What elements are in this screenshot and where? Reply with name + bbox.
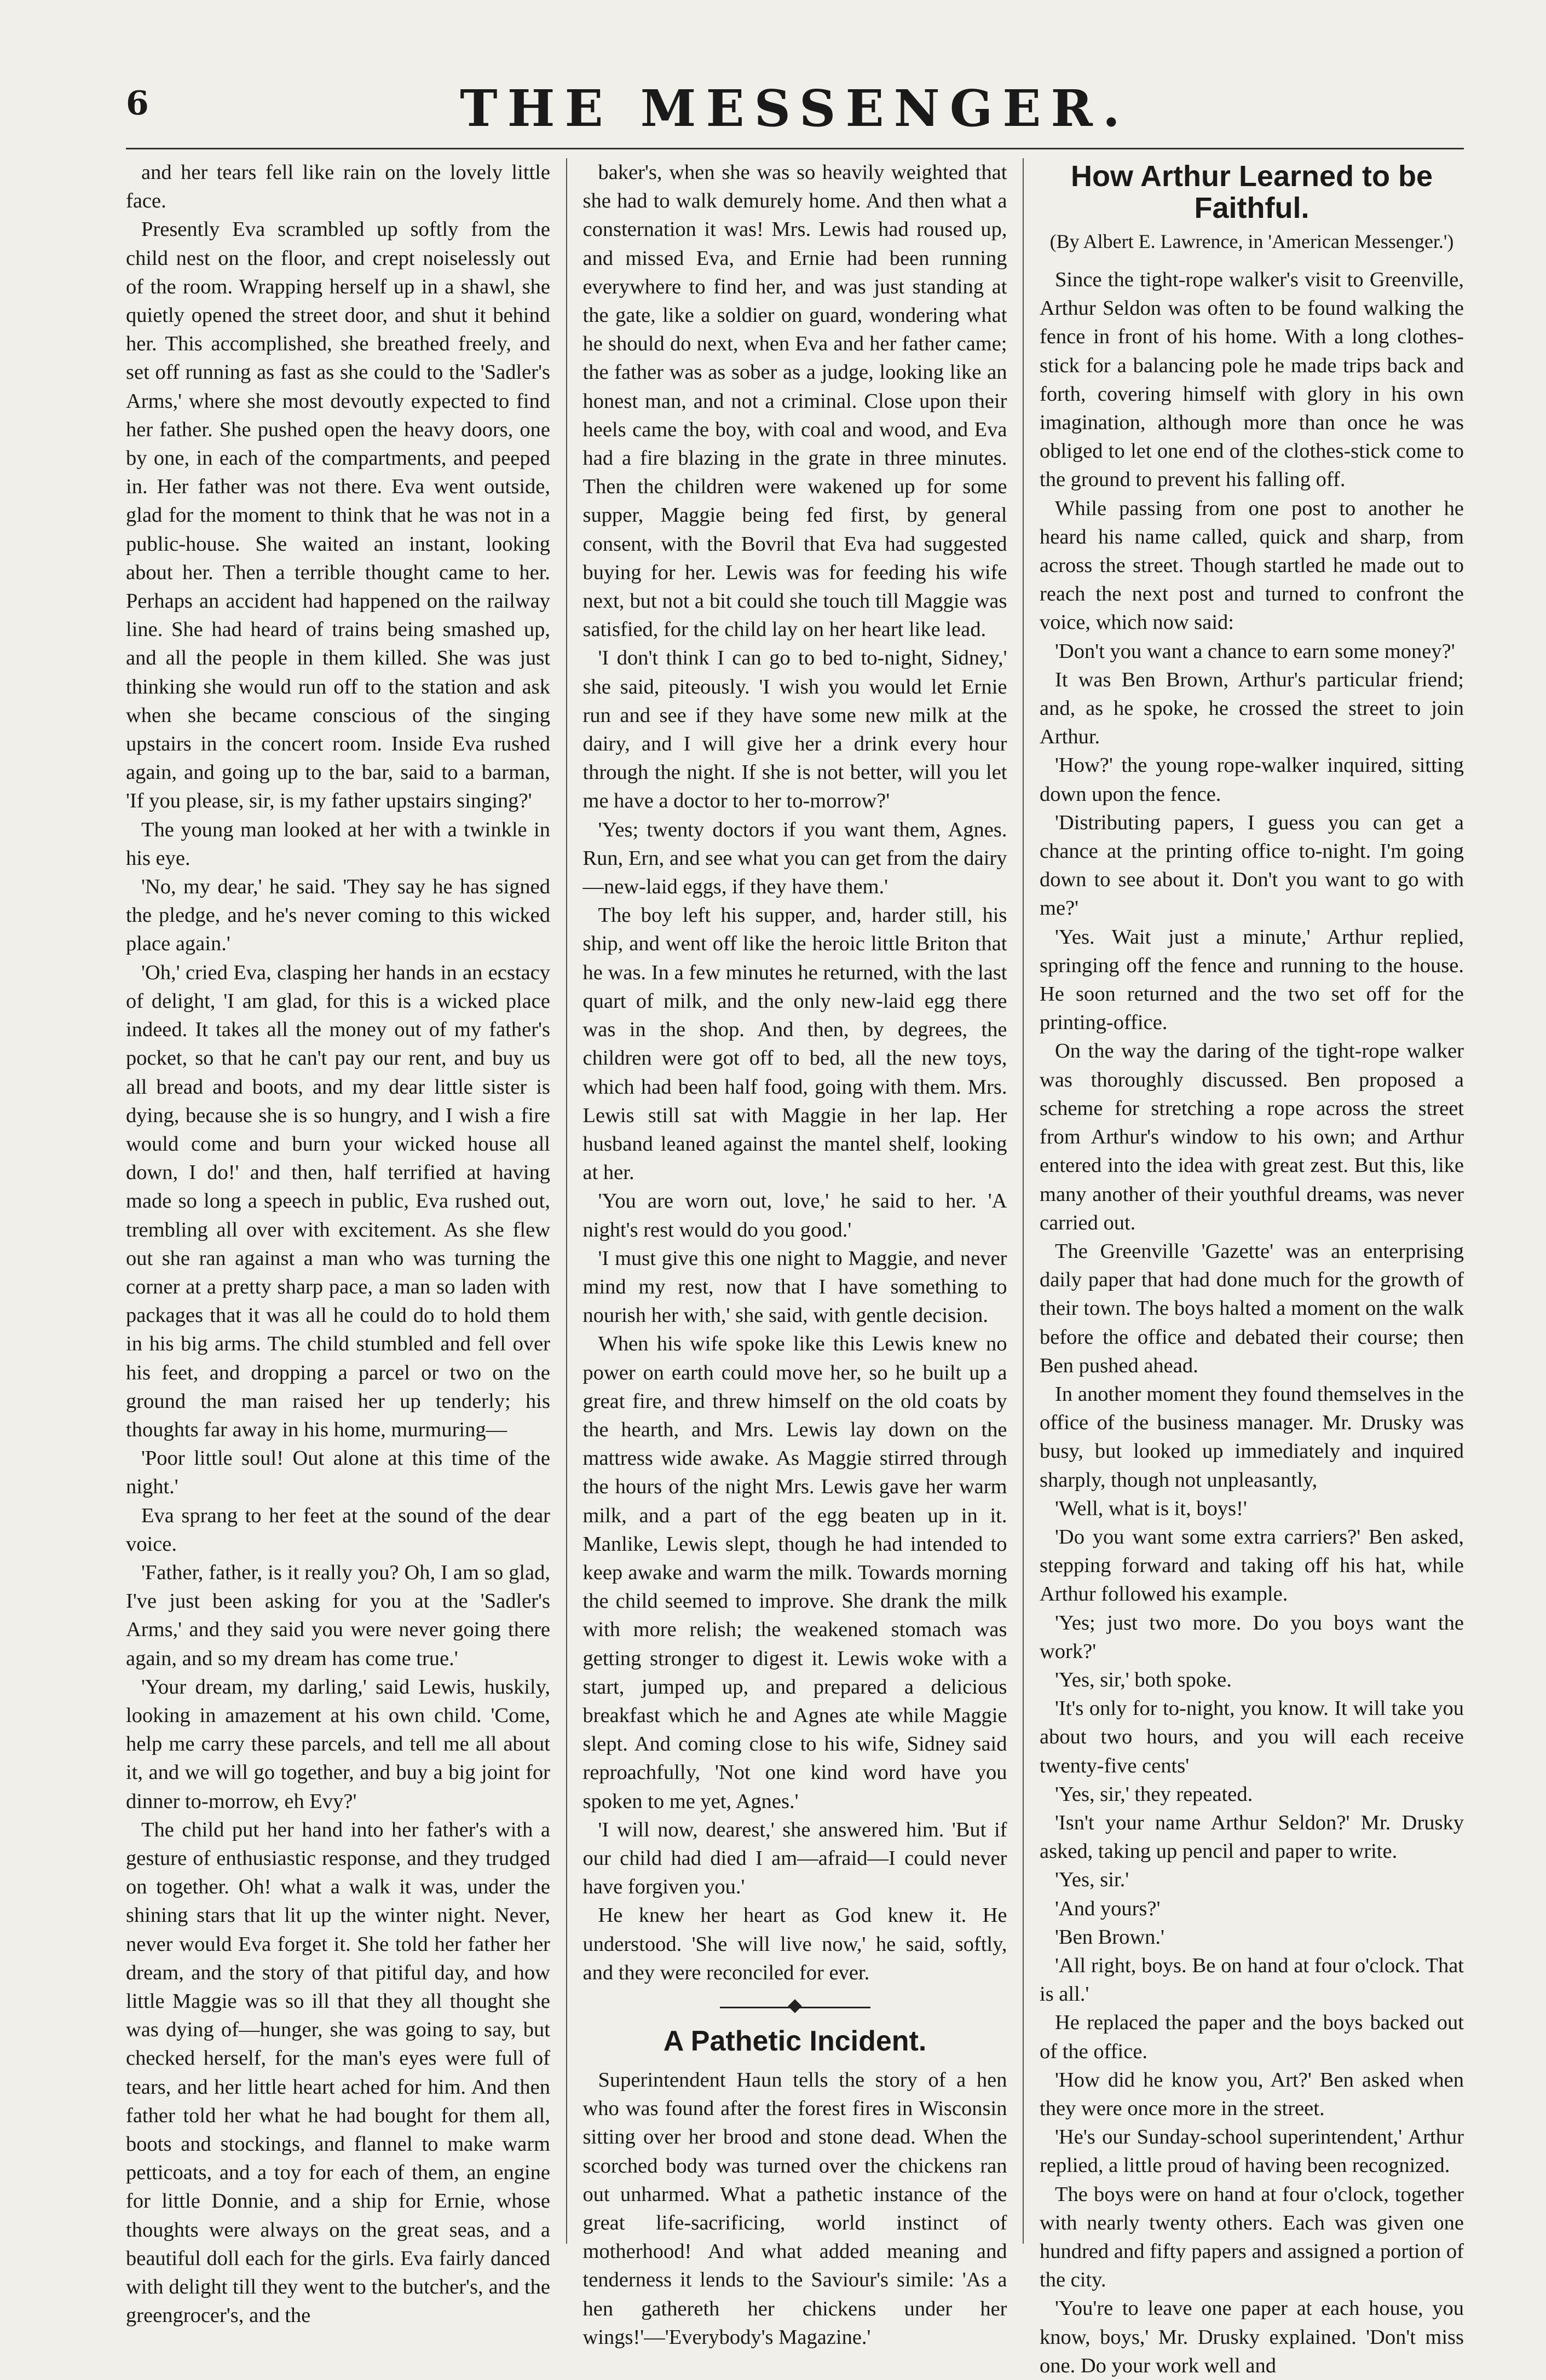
article-body-pathetic-incident <box>583 2066 1007 2352</box>
paragraph: He replaced the paper and the boys backed out of the office. <box>1040 2011 1464 2063</box>
paragraph: The child put her hand into her father's with a gesture of enthusiastic response, and they trudged on together. Oh! what a walk it was, under the shining stars that lit up the winter night. Never, never would Eva forget it. She told her father her dream, and the story of that pitiful day, and how little Maggie was so ill that they all thought she was dying of—hunger, she was going to say, but checked herself, for the man's eyes were full of tears, and her little heart ached for him. And then father told her what he had bought for them all, boots and stockings, and flannel to make warm petticoats, and a toy for each of them, an engine for little Donnie, and a ship for Ernie, whose thoughts were always on the great seas, and a beautiful doll each for the girls. Eva fairly danced with delight till they went to the butcher's, and the greengrocer's, and the <box>126 1818 550 2327</box>
paragraph: 'All right, boys. Be on hand at four o'clock. That is all.' <box>1040 1954 1464 2006</box>
paragraph: 'Yes; just two more. Do you boys want the work?' <box>1040 1611 1464 1663</box>
paragraph: 'Distributing papers, I guess you can get a chance at the printing office to-night. I'm going down to see about it. Don't you want to go with me?' <box>1040 811 1464 920</box>
paragraph: 'Yes; twenty doctors if you want them, Agnes. Run, Ern, and see what you can get from the dairy—new-laid eggs, if they have them.' <box>582 818 1007 899</box>
paragraph: 'Yes, sir,' they repeated. <box>1055 1782 1253 1806</box>
paragraph: While passing from one post to another he heard his name called, quick and sharp, from across the street. Though startled he made out to reach the next post and turned to confront the voice, which now said: <box>1040 496 1464 634</box>
column-3 <box>1040 158 1464 2377</box>
paragraph: The boy left his supper, and, harder still, his ship, and went off like the heroic little Briton that he was. In a few minutes he returned, with the last quart of milk, and the only new-laid egg there was in the shop. And then, by degrees, the children were got off to bed, all the new toys, which had been half food, going with them. Mrs. Lewis still sat with Maggie in her lap. Her husband leaned against the mantel shelf, looking at her. <box>582 904 1007 1185</box>
text-columns <box>126 158 1464 2377</box>
column-2 <box>582 158 1007 2349</box>
paragraph: The Greenville 'Gazette' was an enterprising daily paper that had done much for the growth of their town. The boys halted a moment on the walk before the office and debated their course; then Ben pushed ahead. <box>1040 1239 1464 1377</box>
article-byline: (By Albert E. Lawrence, in 'American Messenger.') <box>1049 230 1454 252</box>
paragraph: 'You're to leave one paper at each house, you know, boys,' Mr. Drusky explained. 'Don't miss one. Do your work well and <box>1040 2297 1464 2377</box>
column-rule <box>566 158 567 2244</box>
paragraph: 'Do you want some extra carriers?' Ben asked, stepping forward and taking off his hat, while Arthur followed his example. <box>1040 1525 1464 1606</box>
paragraph: He knew her heart as God knew it. He understood. 'She will live now,' he said, softly, and they were reconciled for ever. <box>582 1904 1007 1984</box>
paragraph: On the way the daring of the tight-rope walker was thoroughly discussed. Ben proposed a scheme for stretching a rope across the street from Arthur's window to his own; and Arthur entered into the idea with great zest. But this, like many another of their youthful dreams, was never carried out. <box>1040 1039 1464 1234</box>
paragraph: The boys were on hand at four o'clock, together with nearly twenty others. Each was given one hundred and fifty papers and assigned a portion of the city. <box>1040 2182 1464 2292</box>
paragraph: 'Isn't your name Arthur Seldon?' Mr. Drusky asked, taking up pencil and paper to write. <box>1040 1811 1464 1863</box>
paragraph: Presently Eva scrambled up softly from the child nest on the floor, and crept noiselessly out of the room. Wrapping herself up in a shawl, she quietly opened the street door, and shut it behind her. This accomplished, she breathed freely, and set off running as fast as she could to the 'Sadler's Arms,' where she most devoutly expected to find her father. She pushed open the heavy doors, one by one, in each of the compartments, and peeped in. Her father was not there. Eva went outside, glad for the moment to think that he was not in a public-house. She waited an instant, looking about her. Then a terrible thought came to her. Perhaps an accident had happened on the railway line. She had heard of trains being smashed up, and all the people in them killed. She was just thinking she would run off to the station and ask when she became conscious of the singing upstairs in the concert room. Inside Eva rushed again, and going up to the bar, said to a barman, 'If you please, sir, is my father upstairs singing?' <box>126 218 550 813</box>
paragraph: 'Well, what is it, boys!' <box>1055 1497 1247 1520</box>
paragraph: 'Oh,' cried Eva, clasping her hands in an ecstacy of delight, 'I am glad, for this is a wicked place indeed. It takes all the money out of my father's pocket, so that he can't pay our rent, and buy us all bread and boots, and my dear little sister is dying, because she is so hungry, and I wish a fire would come and burn your wicked house all down, I do!' and then, half terrified at having made so long a speech in public, Eva rushed out, trembling all over with excitement. As she flew out she ran against a man who was turning the corner at a pretty sharp pace, a man so laden with packages that it was all he could do to hold them in his big arms. The child stumbled and fell over his feet, and dropping a parcel or two on the ground the man raised her up tenderly; his thoughts far away in his home, murmuring— <box>126 961 550 1441</box>
column-rule <box>1023 158 1024 2244</box>
paragraph: 'Yes, sir.' <box>1055 1868 1129 1892</box>
paragraph: and her tears fell like rain on the lovely little face. <box>126 161 550 213</box>
paragraph: 'I will now, dearest,' she answered him. 'But if our child had died I am—afraid—I could never have forgiven you.' <box>582 1818 1007 1899</box>
paragraph: Superintendent Haun tells the story of a hen who was found after the forest fires in Wisconsin sitting over her brood and stone dead. When the scorched body was turned over the chickens ran out unharmed. What a pathetic instance of the great life-sacrificing, world instinct of motherhood! And what added meaning and tenderness it lends to the Saviour's simile: 'As a hen gathereth her chickens under her wings!'—'Everybody's Magazine.' <box>582 2069 1007 2349</box>
paragraph: Eva sprang to her feet at the sound of the dear voice. <box>126 1504 550 1556</box>
newspaper-title: THE MESSENGER. <box>460 79 1130 138</box>
paragraph: 'It's only for to-night, you know. It will take you about two hours, and you will each receive twenty-five cents' <box>1040 1697 1464 1777</box>
paragraph: 'No, my dear,' he said. 'They say he has signed the pledge, and he's never coming to this wicked place again.' <box>126 875 550 956</box>
paragraph: The young man looked at her with a twinkle in his eye. <box>126 818 550 870</box>
divider-ornament <box>788 1999 801 2013</box>
article-body-how-arthur <box>1040 265 1464 2380</box>
paragraph: baker's, when she was so heavily weighted that she had to walk demurely home. And then what a consternation it was! Mrs. Lewis had roused up, and missed Eva, and Ernie had been running everywhere to find her, and was just standing at the gate, like a soldier on guard, wondering what he should do next, when Eva and her father came; the father was as sober as a judge, looking like an honest man, and not a criminal. Close upon their heels came the boy, with coal and wood, and Eva had a fire blazing in the grate in three minutes. Then the children were wakened up for some supper, Maggie being fed first, by general consent, with the Bovril that Eva had suggested buying for her. Lewis was for feeding his wife next, but not a bit could she touch till Maggie was satisfied, for the child lay on her heart like lead. <box>582 161 1007 642</box>
paragraph: 'Don't you want a chance to earn some money?' <box>1055 639 1455 663</box>
paragraph: 'You are worn out, love,' he said to her. 'A night's rest would do you good.' <box>582 1189 1007 1241</box>
page-number: 6 <box>126 84 149 123</box>
article-title-how-arthur: How Arthur Learned to be Faithful. <box>1070 160 1433 224</box>
paragraph: 'He's our Sunday-school superintendent,' Arthur replied, a little proud of having been recognized. <box>1040 2125 1464 2177</box>
paragraph: 'Yes, sir,' both spoke. <box>1055 1668 1232 1691</box>
paragraph: 'Ben Brown.' <box>1055 1925 1164 1949</box>
paragraph: 'And yours?' <box>1055 1897 1161 1920</box>
paragraph: 'I don't think I can go to bed to-night, Sidney,' she said, piteously. 'I wish you would let Ernie run and see if they have some new milk at the dairy, and I will give her a drink every hour through the night. If she is not better, will you let me have a doctor to her to-morrow?' <box>582 646 1007 813</box>
section-divider <box>583 1997 1007 2019</box>
paragraph: It was Ben Brown, Arthur's particular friend; and, as he spoke, he crossed the street to join Arthur. <box>1040 668 1464 749</box>
paragraph: 'Yes. Wait just a minute,' Arthur replied, springing off the fence and running to the house. He soon returned and the two set off for the printing-office. <box>1040 925 1464 1035</box>
paragraph: When his wife spoke like this Lewis knew no power on earth could move her, so he built up a great fire, and threw himself on the old coats by the hearth, and Mrs. Lewis lay down on the mattress wide awake. As Maggie stirred through the hours of the night Mrs. Lewis gave her warm milk, and a part of the egg beaten up in it. Manlike, Lewis slept, though he had intended to keep awake and warm the milk. Towards morning the child seemed to improve. She drank the milk with more relish; the weakened stomach was getting stronger to digest it. Lewis woke with a start, jumped up, and prepared a delicious breakfast which he and Agnes ate while Maggie slept. And coming close to his wife, Sidney said reproachfully, 'Not one kind word have you spoken to me yet, Agnes.' <box>582 1332 1007 1813</box>
article-title-pathetic-incident: A Pathetic Incident. <box>663 2025 927 2057</box>
paragraph: 'How did he know you, Art?' Ben asked when they were once more in the street. <box>1040 2068 1464 2120</box>
paragraph: 'Father, father, is it really you? Oh, I am so glad, I've just been asking for you at the 'Sadler's Arms,' and they said you were never going there again, and so my dream has come true.' <box>126 1561 550 1670</box>
paragraph: 'Your dream, my darling,' said Lewis, huskily, looking in amazement at his own child. 'Come, help me carry these parcels, and tell me all about it, and we will go together, and buy a big joint for dinner to-morrow, eh Evy?' <box>126 1675 550 1813</box>
paragraph: 'How?' the young rope-walker inquired, sitting down upon the fence. <box>1040 754 1464 806</box>
paragraph: 'Poor little soul! Out alone at this time of the night.' <box>126 1447 550 1499</box>
column-1 <box>126 158 550 2327</box>
paragraph: 'I must give this one night to Maggie, and never mind my rest, now that I have something to nourish her with,' she said, with gentle decision. <box>582 1246 1007 1327</box>
masthead <box>126 77 1464 149</box>
paragraph: In another moment they found themselves in the office of the business manager. Mr. Drusky was busy, but looked up immediately and inquired sharply, though not unpleasantly, <box>1040 1382 1464 1492</box>
paragraph: Since the tight-rope walker's visit to Greenville, Arthur Seldon was often to be found walking the fence in front of his home. With a long clothes-stick for a balancing pole he made trips back and forth, covering himself with glory in his own imagination, although more than once he was obliged to let one end of the clothes-stick come to the ground to prevent his falling off. <box>1040 268 1464 492</box>
column-2-story-end <box>583 158 1007 1987</box>
